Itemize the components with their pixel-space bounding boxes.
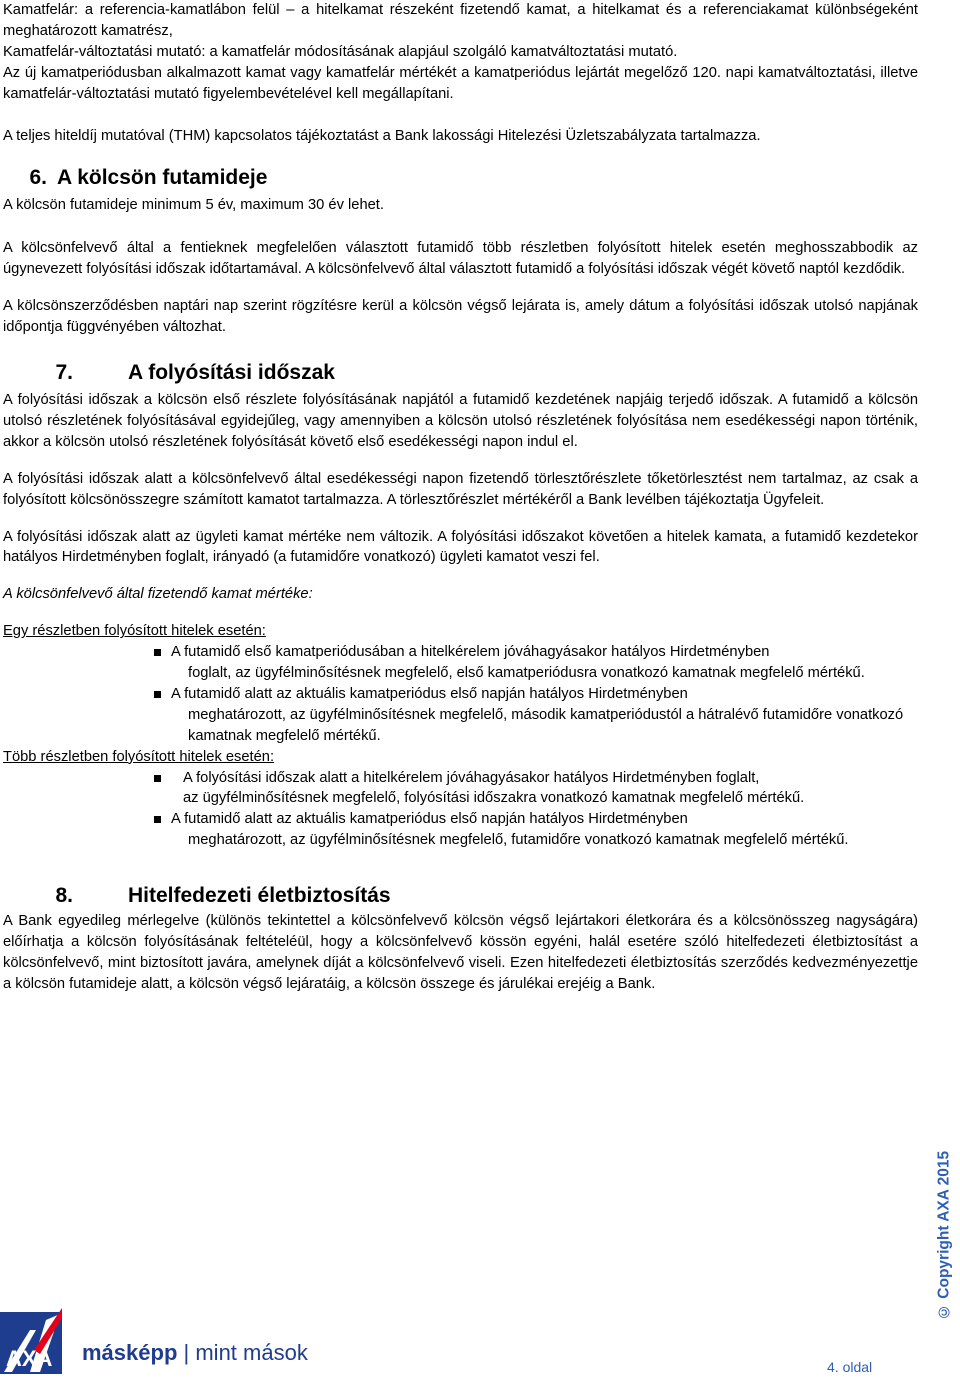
list-item [3,684,918,747]
paragraph-ugyleti-kamat: A folyósítási időszak alatt az ügyleti kamat mértéke nem változik. A folyósítási időszakot követően a hitelek kamata, a futamidő kezdetekor hatályos Hirdetményben foglalt, irányadó (a futamidőre vonatkozó) ügyleti kamatot veszi fel. [3,528,918,566]
list-item-text: meghatározott, az ügyfélminősítésnek megfelelő, futamidőre vonatkozó kamatnak megfelelő mértékű. [188,832,849,849]
section-heading-7 [3,358,918,388]
paragraph-vegso-lejarat: A kölcsönszerződésben naptári nap szerint rögzítésre kerül a kölcsön végső lejárata is, amely dátum a folyósítási időszak utolsó napjának időpontja függvényében változhat. [3,298,918,336]
list-item-text: az ügyfélminősítésnek megfelelő, folyósítási időszakra vonatkozó kamatnak megfelelő mértékű. [183,790,805,807]
subheading-kamat-merteke: A kölcsönfelvevő által fizetendő kamat mértéke: [3,586,313,603]
list-item [3,642,918,684]
paragraph-uj-kamatperiodus: Az új kamatperiódusban alkalmazott kamat vagy kamatfelár mértékét a kamatperiódus lejártát megelőző 120. napi kamatváltoztatási, illetve kamatfelár-változtatási mutató figyelembevételével kell megállapítani. [3,64,918,102]
footer-slogan [82,1340,308,1365]
bullet-square-icon [3,768,171,810]
bullet-square-icon [3,809,171,851]
paragraph-futamido-meghosszabbodik: A kölcsönfelvevő által a fentieknek megfelelően választott futamidő több részletben folyósított hitelek esetén meghosszabbodik az úgynevezett folyósítási időszak időtartamával. A kölcsönfelvevő által választott futamidő a folyósítási időszak végét követő naptól kezdődik. [3,240,918,278]
list-item-text: A folyósítási időszak alatt a hitelkérelem jóváhagyásakor hatályos Hirdetményben foglalt, [183,769,760,786]
axa-logo [0,1300,340,1377]
paragraph-kamatfelar: Kamatfelár: a referencia-kamatlábon felül – a hitelkamat részeként fizetendő kamat, a hitelkamat és a referenciakamat különbségeként meghatározott kamatrész, [3,2,918,39]
paragraph-futamido-minmax: A kölcsön futamideje minimum 5 év, maximum 30 év lehet. [3,197,384,214]
section-number: 8. [55,884,73,908]
section-title: A folyósítási időszak [128,360,335,384]
paragraph-hitelfedezeti-eletbiztositas: A Bank egyedileg mérlegelve (különös tekintettel a kölcsönfelvevő kölcsön végső lejártakori életkorára és a kölcsönösszeg nagyságára) előírhatja a kölcsön folyósításának feltételéül, hogy a kölcsönfelvevő kössön egyéni, halál esetére szóló hitelfedezeti életbiztosítást a kölcsönfelvevő, mint biztosított javára, amelynek díját a kölcsönfelvevő viseli. Ezen hitelfedezeti életbiztosítás szerződés kedvezményezettje a kölcsön futamideje alatt, a kölcsön végső lejáratáig, a kölcsön összege és járulékai erejéig a Bank. [3,913,918,992]
page-number: 4. oldal [827,1359,873,1375]
bullet-square-icon [3,642,171,684]
list-item-text: meghatározott, az ügyfélminősítésnek megfelelő, második kamatperiódustól a hátralévő futamidőre vonatkozó kamatnak megfelelő mértékű. [188,706,904,744]
paragraph-thm: A teljes hiteldíj mutatóval (THM) kapcsolatos tájékoztatást a Bank lakossági Hitelezési Üzletszabályzata tartalmazza. [3,127,761,144]
copyright-notice: © Copyright AXA 2015 [935,1150,953,1320]
section-heading-8 [3,881,918,911]
section-number: 6. [29,166,47,190]
bullet-square-icon [3,684,171,747]
slogan-right: mint mások [195,1340,308,1365]
list-item [3,809,918,851]
section-title: A kölcsön futamideje [57,166,268,190]
svg-text:AXA: AXA [6,1346,53,1371]
list-item-text: A futamidő első kamatperiódusában a hitelkérelem jóváhagyásakor hatályos Hirdetményben [171,644,770,661]
document-page [3,0,918,995]
list-item-text: A futamidő alatt az aktuális kamatperiódus első napján hatályos Hirdetményben [171,811,688,828]
paragraph-kamatfelar-valtoztatasi: Kamatfelár-változtatási mutató: a kamatfelár módosításának alapjául szolgáló kamatváltoztatási mutató. [3,43,678,60]
paragraph-folyositasi-idoszak: A folyósítási időszak a kölcsön első részlete folyósításának napjától a futamidő kezdetének napjáig terjedő időszak. A futamidő a kölcsön utolsó részletének folyósításával egyidejűleg, vagy amennyiben a kölcsön utolsó részletének folyósítása nem esedékességi napon történik, akkor a kölcsön utolsó részletének folyósítását követő első esedékességi napon indul el. [3,391,918,450]
section-title: Hitelfedezeti életbiztosítás [128,884,391,908]
list-item-text: foglalt, az ügyfélminősítésnek megfelelő, első kamatperiódusra vonatkozó kamatnak megfelelő mértékű. [188,665,865,682]
slogan-separator: | [183,1340,190,1365]
section-heading-6 [3,163,918,193]
subheading-egy-reszletben: Egy részletben folyósított hitelek esetén: [3,623,266,640]
section-number: 7. [55,360,73,384]
paragraph-torlesztoreszlet: A folyósítási időszak alatt a kölcsönfelvevő által esedékességi napon fizetendő törlesztőrészlete tőketörlesztést nem tartalmaz, az csak a folyósított kölcsönösszegre számított kamatot tartalmazza. A törlesztőrészlet mértékéről a Bank levélben tájékoztatja Ügyfeleit. [3,470,918,508]
subheading-tobb-reszletben: Több részletben folyósított hitelek esetén: [3,748,275,765]
list-item-text: A futamidő alatt az aktuális kamatperiódus első napján hatályos Hirdetményben [171,685,688,702]
slogan-left: másképp [82,1340,178,1365]
list-item [3,768,918,810]
